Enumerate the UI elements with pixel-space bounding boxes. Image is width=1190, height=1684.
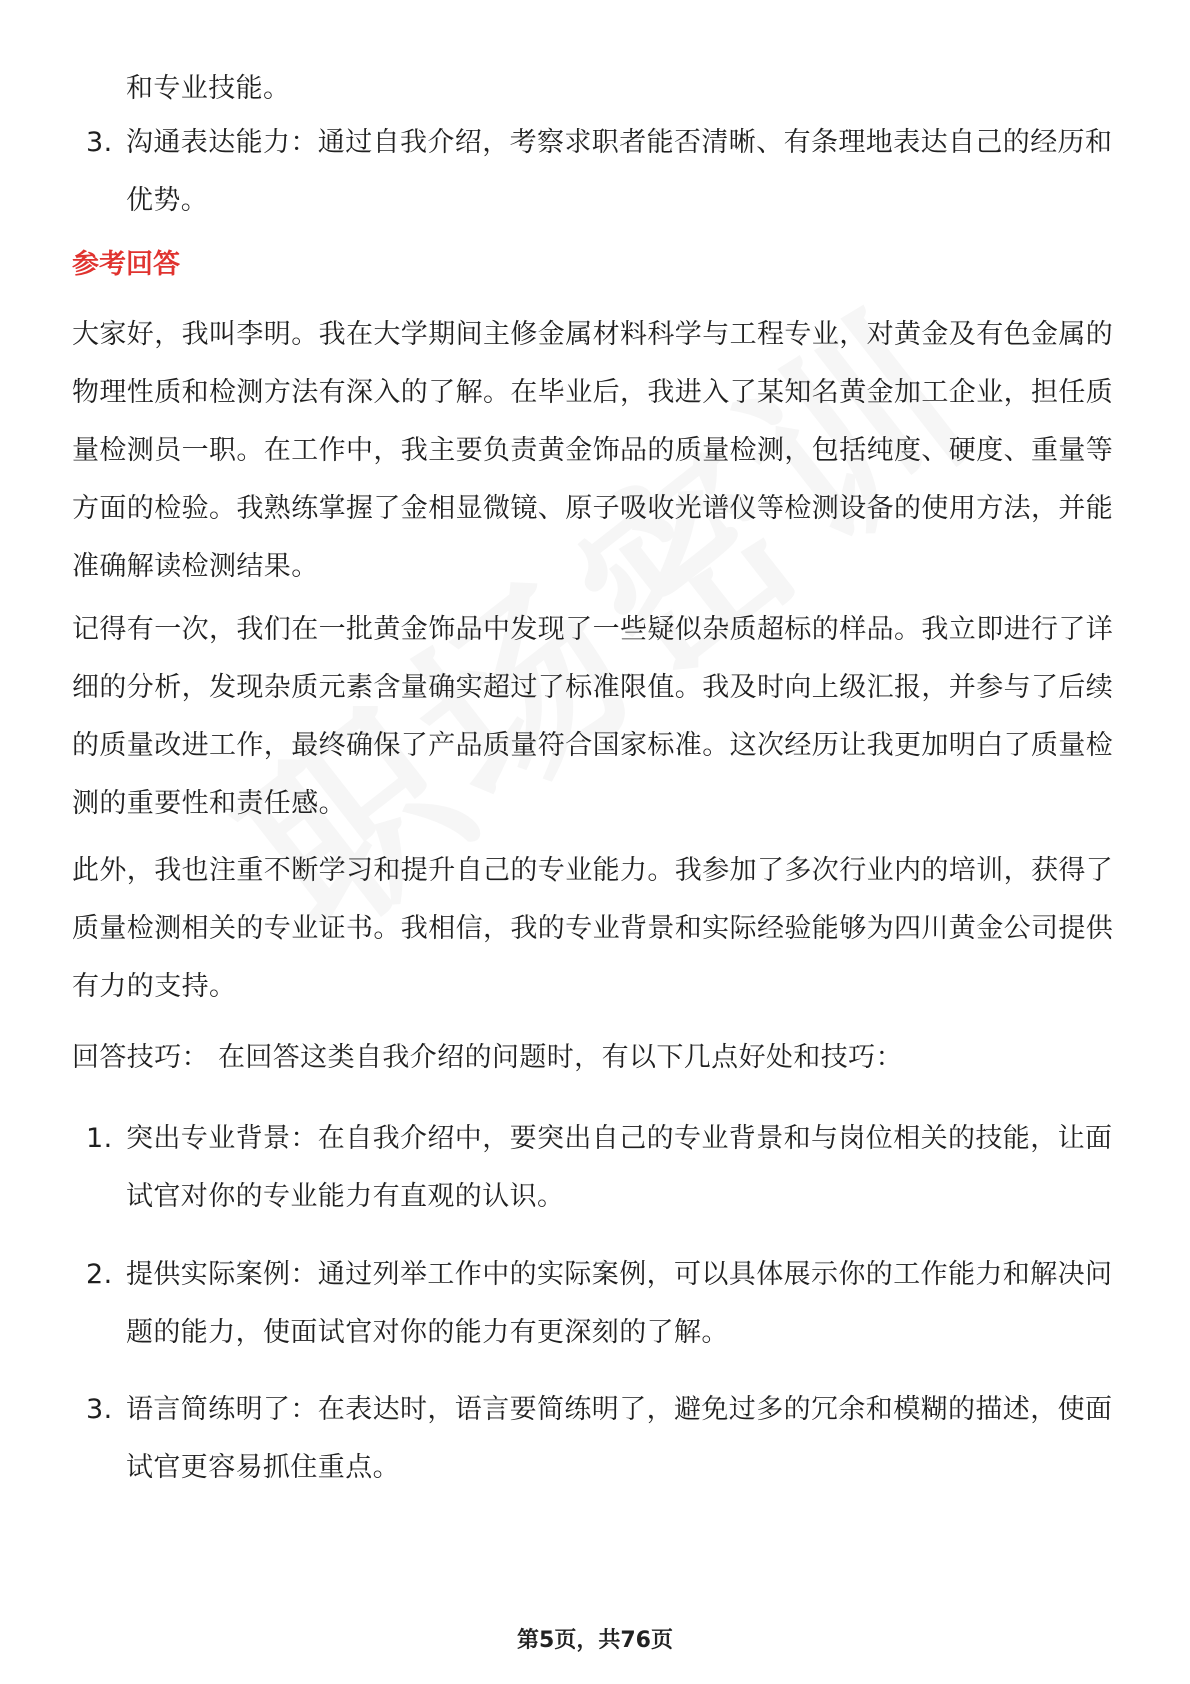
tips-intro: 回答技巧： 在回答这类自我介绍的问题时，有以下几点好处和技巧： (72, 1042, 903, 1073)
list-item-text: 沟通表达能力：通过自我介绍，考察求职者能否清晰、有条理地表达自己的经历和优势。 (126, 127, 1113, 216)
list-item-text: 突出专业背景：在自我介绍中，要突出自己的专业背景和与岗位相关的技能，让面试官对你的专业能力有直观的认识。 (126, 1123, 1113, 1212)
list-number: 3. (86, 127, 113, 158)
page-footer: 第5页，共76页 (517, 1628, 673, 1653)
answer-paragraph-3: 此外，我也注重不断学习和提升自己的专业能力。我参加了多次行业内的培训，获得了质量检测相关的专业证书。我相信，我的专业背景和实际经验能够为四川黄金公司提供有力的支持。 (72, 855, 1114, 1002)
list-item-text: 和专业技能。 (126, 73, 291, 104)
tip-list-item-1 (72, 1110, 1122, 1226)
list-number: 1. (86, 1123, 113, 1154)
answer-paragraph-2: 记得有一次，我们在一批黄金饰品中发现了一些疑似杂质超标的样品。我立即进行了详细的分析，发现杂质元素含量确实超过了标准限值。我及时向上级汇报，并参与了后续的质量改进工作，最终确保了产品质量符合国家标准。这次经历让我更加明白了质量检测的重要性和责任感。 (72, 614, 1114, 819)
list-item-continuation (72, 60, 1122, 118)
tip-list-item-3 (72, 1381, 1122, 1497)
criteria-list-item-3 (72, 114, 1122, 230)
list-number: 2. (86, 1259, 113, 1290)
list-item-text: 提供实际案例：通过列举工作中的实际案例，可以具体展示你的工作能力和解决问题的能力，使面试官对你的能力有更深刻的了解。 (126, 1259, 1113, 1348)
tip-list-item-2 (72, 1246, 1122, 1362)
section-title-reference-answer: 参考回答 (72, 249, 180, 280)
answer-paragraph-1: 大家好，我叫李明。我在大学期间主修金属材料科学与工程专业，对黄金及有色金属的物理性质和检测方法有深入的了解。在毕业后，我进入了某知名黄金加工企业，担任质量检测员一职。在工作中，我主要负责黄金饰品的质量检测，包括纯度、硬度、重量等方面的检验。我熟练掌握了金相显微镜、原子吸收光谱仪等检测设备的使用方法，并能准确解读检测结果。 (72, 319, 1114, 582)
list-number: 3. (86, 1394, 113, 1425)
list-item-text: 语言简练明了：在表达时，语言要简练明了，避免过多的冗余和模糊的描述，使面试官更容易抓住重点。 (126, 1394, 1113, 1483)
